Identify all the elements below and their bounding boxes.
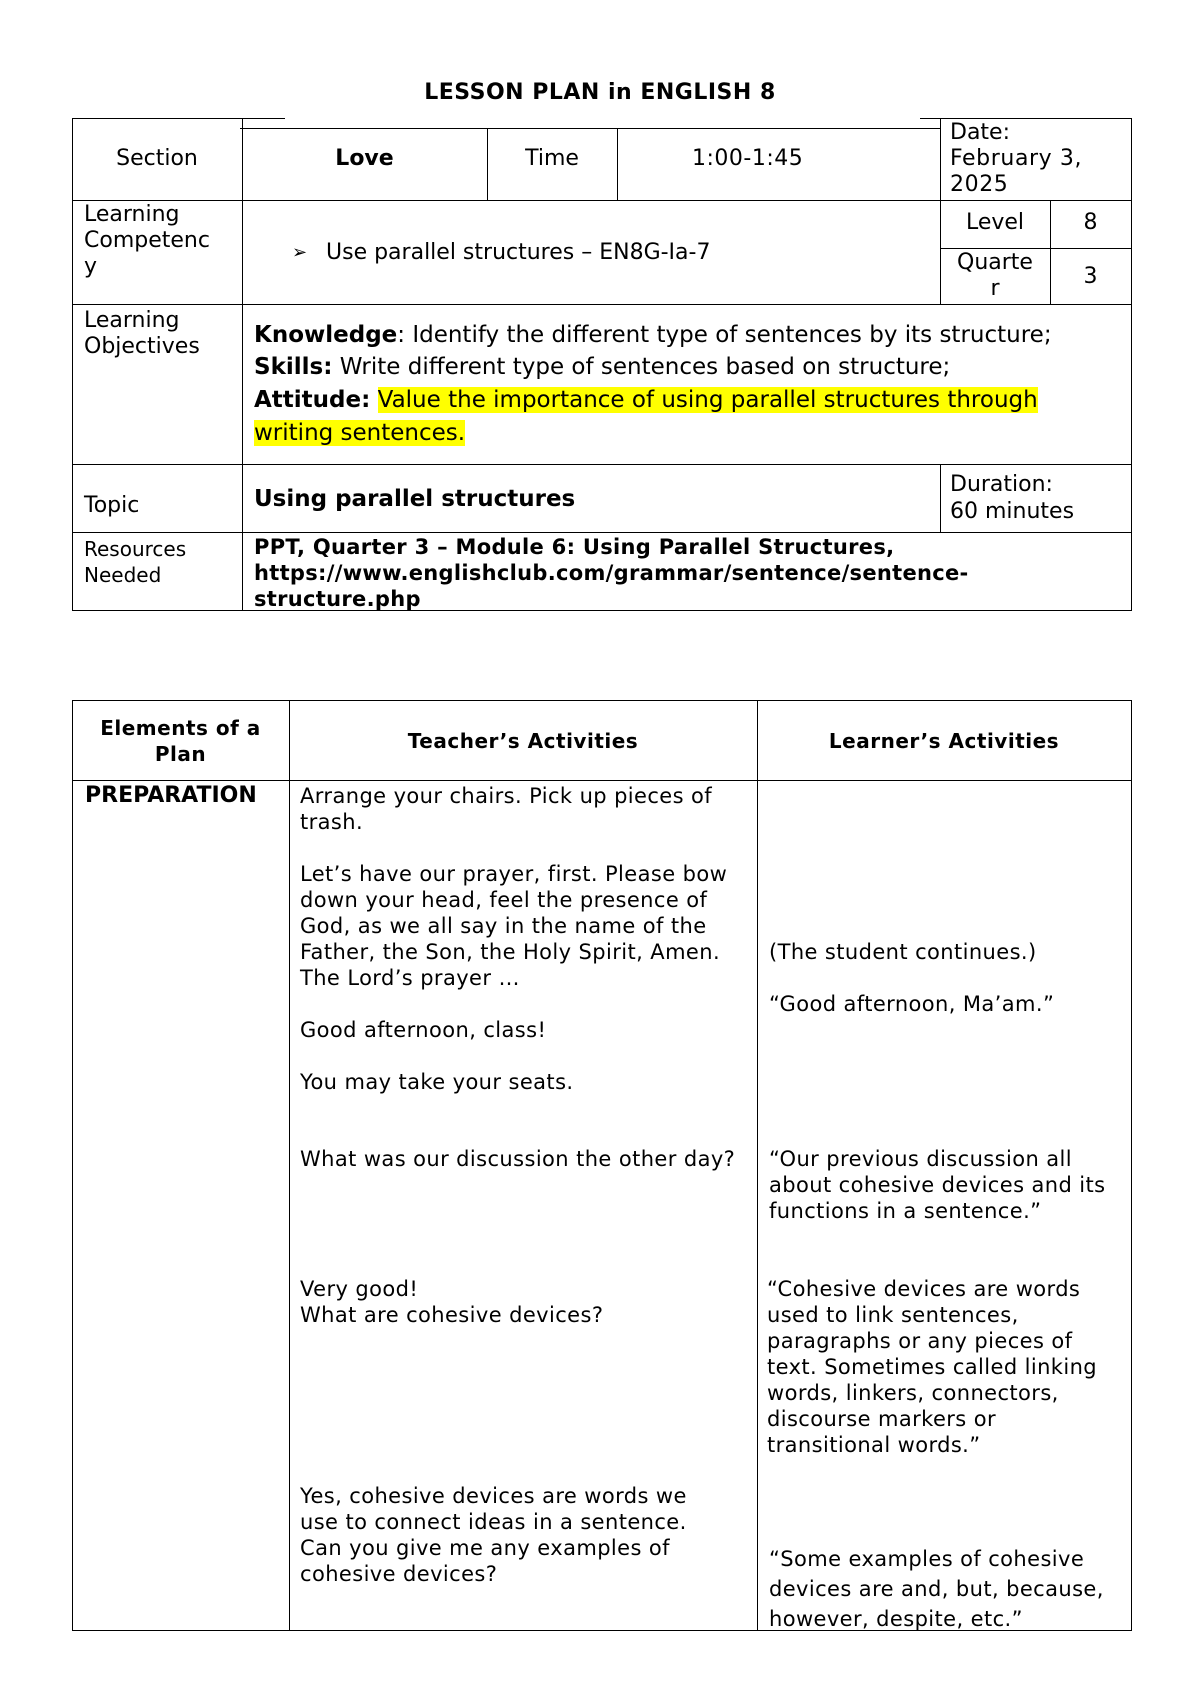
teacher-line: trash.: [300, 810, 364, 834]
attitude-label: Attitude:: [254, 387, 371, 413]
teacher-line: Let’s have our prayer, first. Please bow: [300, 862, 728, 886]
section-label: Section: [116, 146, 198, 171]
competency-label-3: y: [84, 254, 98, 279]
objectives-label-2: Objectives: [84, 334, 200, 359]
teacher-line: Arrange your chairs. Pick up pieces of: [300, 784, 713, 808]
time-value: 1:00-1:45: [692, 146, 804, 171]
quarter-value: 3: [1083, 264, 1098, 289]
objectives-label-1: Learning: [84, 308, 180, 333]
learner-block: [769, 991, 1054, 1017]
attitude-text-line2: writing sentences.: [254, 420, 466, 446]
teacher-block: [300, 1017, 546, 1043]
learner-block: [769, 939, 1037, 965]
learner-line: “Some examples of cohesive: [769, 1547, 1085, 1571]
header-elements-line2: Plan: [154, 742, 207, 766]
section-value: Love: [335, 146, 394, 171]
time-label: Time: [525, 146, 579, 171]
objective-attitude-cont: [254, 418, 465, 448]
learner-line: “Our previous discussion all: [769, 1147, 1072, 1171]
learner-line: used to link sentences,: [767, 1303, 1019, 1327]
objective-knowledge: [254, 320, 1052, 350]
resources-line-1: PPT, Quarter 3 – Module 6: Using Parallel Structures,: [254, 535, 895, 559]
teacher-line: down your head, feel the presence of: [300, 888, 708, 912]
skills-text: Write different type of sentences based on structure;: [332, 354, 951, 380]
learner-line: (The student continues.): [769, 940, 1037, 964]
date-value-line2: 2025: [950, 172, 1009, 197]
teacher-line: What are cohesive devices?: [300, 1303, 604, 1327]
teacher-block: [300, 1483, 687, 1587]
learner-line: discourse markers or: [767, 1407, 997, 1431]
header-elements-line1: Elements of a: [100, 716, 261, 740]
knowledge-label: Knowledge: [254, 322, 398, 348]
learner-line: functions in a sentence.”: [769, 1199, 1042, 1223]
teacher-line: Good afternoon, class!: [300, 1018, 547, 1042]
competency-label-2: Competenc: [84, 228, 210, 253]
learner-line: text. Sometimes called linking: [767, 1355, 1098, 1379]
objective-skills: [254, 352, 950, 382]
phase-preparation: PREPARATION: [85, 783, 257, 808]
document-title: LESSON PLAN in ENGLISH 8: [424, 80, 776, 105]
level-value: 8: [1083, 210, 1098, 235]
teacher-line: Father, the Son, the Holy Spirit, Amen.: [300, 940, 721, 964]
quarter-label-2: r: [990, 276, 1000, 301]
level-label: Level: [965, 210, 1025, 235]
teacher-line: cohesive devices?: [300, 1562, 498, 1586]
header-learner: Learner’s Activities: [828, 729, 1060, 753]
learner-line: words, linkers, connectors,: [767, 1381, 1059, 1405]
learner-line: paragraphs or any pieces of: [767, 1329, 1073, 1353]
attitude-text-line1: Value the importance of using parallel structures through: [377, 387, 1038, 413]
date-label: Date:: [950, 120, 1010, 145]
learner-block: [769, 1544, 1104, 1634]
topic-label: Topic: [84, 493, 140, 518]
learner-line: “Cohesive devices are words: [767, 1277, 1081, 1301]
teacher-line: Yes, cohesive devices are words we: [300, 1484, 687, 1508]
teacher-block: [300, 783, 712, 835]
resources-label-2: Needed: [84, 563, 162, 587]
learner-line: about cohesive devices and its: [769, 1173, 1106, 1197]
teacher-block: [300, 861, 727, 991]
teacher-line: God, as we all say in the name of the: [300, 914, 707, 938]
date-value-line1: February 3,: [950, 146, 1083, 171]
teacher-line: What was our discussion the other day?: [300, 1147, 736, 1171]
teacher-block: [300, 1146, 735, 1172]
teacher-line: You may take your seats.: [300, 1070, 574, 1094]
teacher-line: The Lord’s prayer …: [300, 966, 520, 990]
teacher-line: use to connect ideas in a sentence.: [300, 1510, 687, 1534]
topic-value: Using parallel structures: [254, 486, 576, 512]
objective-attitude: [254, 385, 1038, 415]
duration-value: 60 minutes: [950, 499, 1075, 524]
learner-line: transitional words.”: [767, 1433, 981, 1457]
competency-label-1: Learning: [84, 202, 180, 227]
quarter-label-1: Quarte: [957, 250, 1033, 275]
learner-line: however, despite, etc.”: [769, 1607, 1023, 1631]
teacher-line: Very good!: [300, 1277, 419, 1301]
header-teacher: Teacher’s Activities: [407, 729, 639, 753]
competency-value: Use parallel structures – EN8G-Ia-7: [326, 240, 711, 265]
learner-line: “Good afternoon, Ma’am.”: [769, 992, 1055, 1016]
learner-line: devices are and, but, because,: [769, 1577, 1104, 1601]
knowledge-text: : Identify the different type of sentences by its structure;: [397, 322, 1052, 348]
learner-block: [769, 1146, 1105, 1224]
bullet-arrow-icon: ➢: [292, 242, 308, 263]
resources-line-3: structure.php: [254, 587, 421, 611]
resources-line-2: https://www.englishclub.com/grammar/sentence/sentence-: [254, 561, 969, 585]
teacher-block: [300, 1276, 603, 1328]
skills-label: Skills:: [254, 354, 333, 380]
duration-label: Duration:: [950, 472, 1053, 497]
teacher-block: [300, 1069, 573, 1095]
resources-label-1: Resources: [84, 537, 187, 561]
learner-block: [767, 1276, 1097, 1458]
teacher-line: Can you give me any examples of: [300, 1536, 670, 1560]
